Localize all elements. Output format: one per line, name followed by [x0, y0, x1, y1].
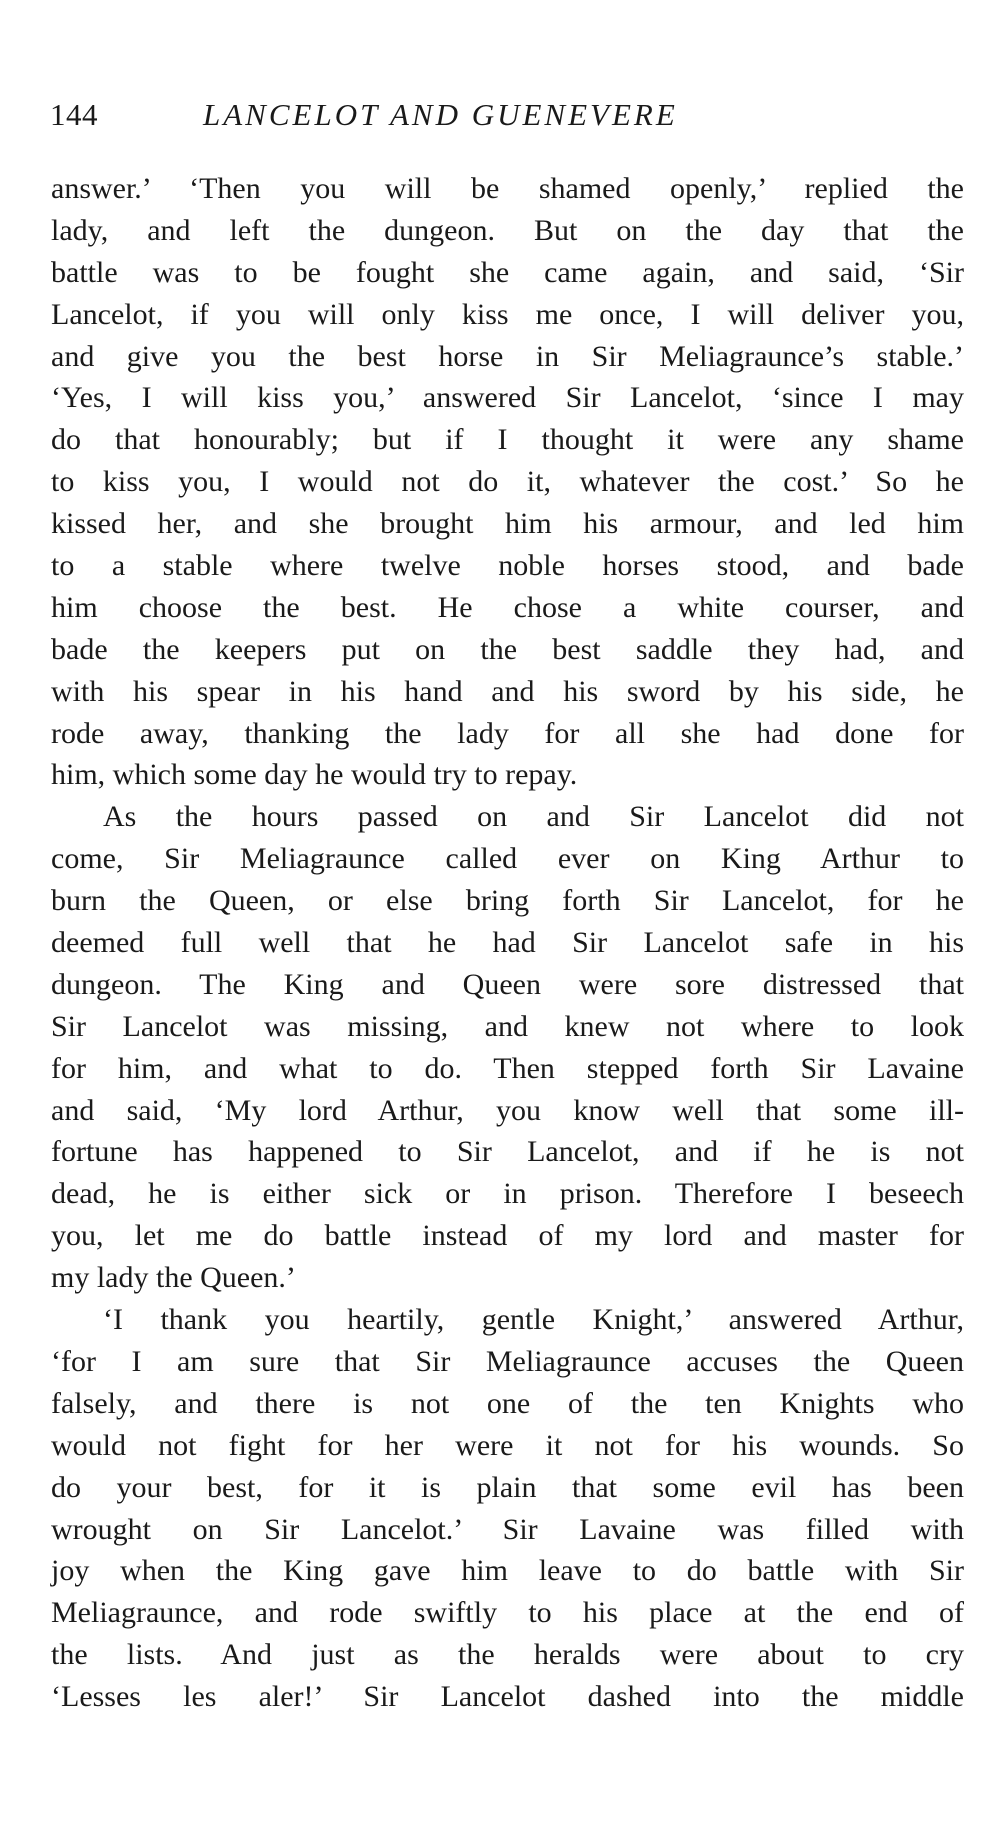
text-line: the lists. And just as the heralds were about to cry: [51, 1638, 964, 1672]
text-line: to a stable where twelve noble horses stood, and bade: [51, 549, 964, 583]
text-line: deemed full well that he had Sir Lancelot safe in his: [51, 926, 964, 960]
text-line: joy when the King gave him leave to do battle with Sir: [51, 1554, 964, 1588]
text-line: and said, ‘My lord Arthur, you know well that some ill-: [51, 1093, 964, 1127]
text-line: my lady the Queen.’: [51, 1261, 296, 1295]
text-line: do that honourably; but if I thought it were any shame: [51, 423, 964, 457]
text-line: battle was to be fought she came again, and said, ‘Sir: [51, 255, 964, 289]
text-line: and give you the best horse in Sir Meliagraunce’s stable.’: [51, 339, 964, 373]
text-line: ‘Lesses les aler!’ Sir Lancelot dashed into the middle: [51, 1680, 964, 1714]
running-title: LANCELOT AND GUENEVERE: [203, 97, 678, 132]
text-line: kissed her, and she brought him his armour, and led him: [51, 507, 964, 541]
text-line: dead, he is either sick or in prison. Therefore I beseech: [51, 1177, 964, 1211]
text-line: for him, and what to do. Then stepped forth Sir Lavaine: [51, 1051, 964, 1085]
text-line: with his spear in his hand and his sword by his side, he: [51, 674, 964, 708]
text-line: come, Sir Meliagraunce called ever on King Arthur to: [51, 842, 964, 876]
text-line: him, which some day he would try to repay.: [51, 758, 578, 792]
running-head: [50, 95, 970, 135]
body-text: [51, 168, 964, 1718]
text-line: Lancelot, if you will only kiss me once, I will deliver you,: [51, 297, 964, 331]
text-line: rode away, thanking the lady for all she had done for: [51, 716, 964, 750]
text-line: you, let me do battle instead of my lord and master for: [51, 1219, 964, 1253]
text-line: lady, and left the dungeon. But on the day that the: [51, 213, 964, 247]
text-line: Meliagraunce, and rode swiftly to his place at the end of: [51, 1596, 964, 1630]
text-line: wrought on Sir Lancelot.’ Sir Lavaine was filled with: [51, 1512, 964, 1546]
text-line: burn the Queen, or else bring forth Sir Lancelot, for he: [51, 884, 964, 918]
text-line: him choose the best. He chose a white courser, and: [51, 590, 964, 624]
text-line: would not fight for her were it not for his wounds. So: [51, 1428, 964, 1462]
text-line: ‘for I am sure that Sir Meliagraunce accuses the Queen: [51, 1344, 964, 1378]
text-line: ‘I thank you heartily, gentle Knight,’ answered Arthur,: [103, 1303, 964, 1337]
text-line: do your best, for it is plain that some evil has been: [51, 1470, 964, 1504]
text-line: answer.’ ‘Then you will be shamed openly,’ replied the: [51, 172, 964, 205]
text-line: to kiss you, I would not do it, whatever the cost.’ So he: [51, 465, 964, 499]
text-line: As the hours passed on and Sir Lancelot did not: [103, 800, 964, 834]
text-line: fortune has happened to Sir Lancelot, and if he is not: [51, 1135, 964, 1169]
text-line: dungeon. The King and Queen were sore distressed that: [51, 967, 964, 1001]
text-line: Sir Lancelot was missing, and knew not where to look: [51, 1009, 964, 1043]
page-number: 144: [50, 97, 98, 132]
text-line: falsely, and there is not one of the ten Knights who: [51, 1386, 964, 1420]
text-line: bade the keepers put on the best saddle they had, and: [51, 632, 964, 666]
text-line: ‘Yes, I will kiss you,’ answered Sir Lancelot, ‘since I may: [51, 381, 964, 415]
